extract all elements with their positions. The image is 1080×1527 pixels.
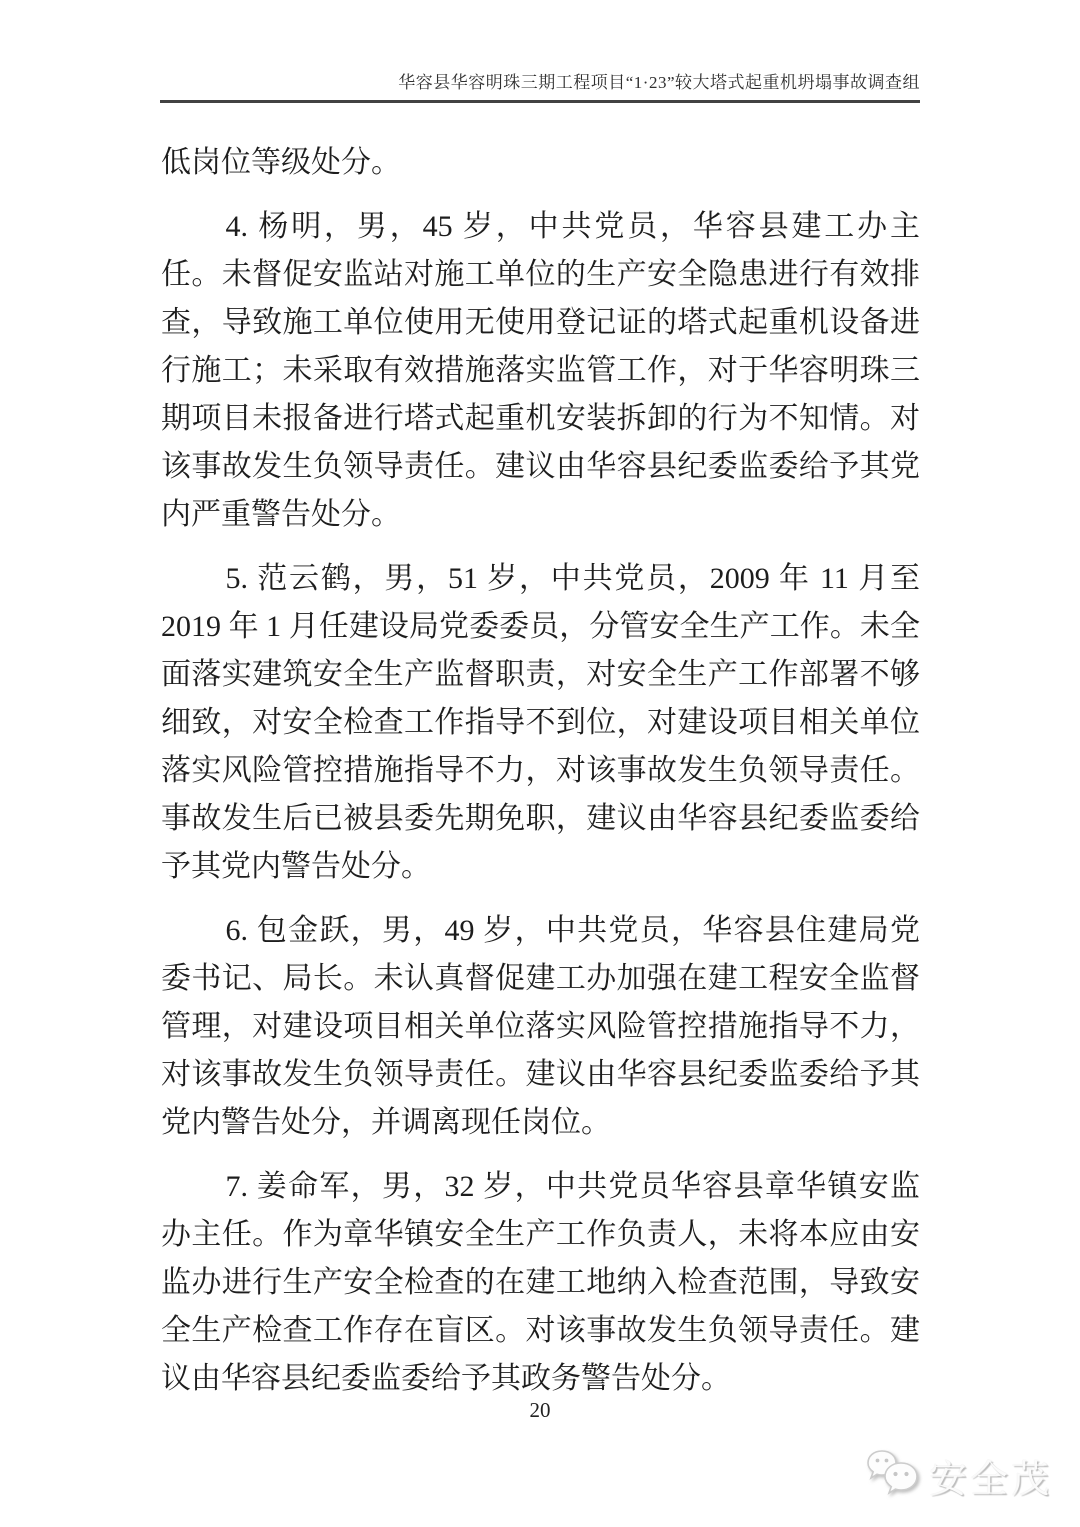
paragraph-person-7: 7. 姜命军，男，32 岁，中共党员华容县章华镇安监办主任。作为章华镇安全生产工作负责人，未将本应由安监办进行生产安全检查的在建工地纳入检查范围，导致安全生产检查工作存在盲区。对该事故发生负领导责任。建议由华容县纪委监委给予其政务警告处分。 xyxy=(161,1170,920,1395)
header-divider-rule xyxy=(160,100,920,103)
paragraph-person-6: 6. 包金跃，男，49 岁，中共党员，华容县住建局党委书记、局长。未认真督促建工办加强在建工程安全监督管理，对建设项目相关单位落实风险管控措施指导不力，对该事故发生负领导责任。建议由华容县纪委监委给予其党内警告处分，并调离现任岗位。 xyxy=(161,914,920,1139)
running-header-title: 华容县华容明珠三期工程项目“1·23”较大塔式起重机坍塌事故调查组 xyxy=(398,73,920,92)
watermark-badge xyxy=(865,1448,1052,1503)
document-body xyxy=(161,139,920,1419)
watermark-label: 安全茂 xyxy=(928,1459,1052,1501)
paragraph-continuation: 低岗位等级处分。 xyxy=(161,146,401,179)
wechat-chat-bubbles-icon xyxy=(865,1449,921,1502)
page-number: 20 xyxy=(529,1398,551,1422)
paragraph-person-4: 4. 杨明，男，45 岁，中共党员，华容县建工办主任。未督促安监站对施工单位的生产安全隐患进行有效排查，导致施工单位使用无使用登记证的塔式起重机设备进行施工；未采取有效措施落实监管工作，对于华容明珠三期项目未报备进行塔式起重机安装拆卸的行为不知情。对该事故发生负领导责任。建议由华容县纪委监委给予其党内严重警告处分。 xyxy=(161,210,920,531)
paragraph-person-5: 5. 范云鹤，男，51 岁，中共党员，2009 年 11 月至 2019 年 1 月任建设局党委委员，分管安全生产工作。未全面落实建筑安全生产监督职责，对安全生产工作部署不够细致，对安全检查工作指导不到位，对建设项目相关单位落实风险管控措施指导不力，对该事故发生负领导责任。事故发生后已被县委先期免职，建议由华容县纪委监委给予其党内警告处分。 xyxy=(161,562,920,883)
